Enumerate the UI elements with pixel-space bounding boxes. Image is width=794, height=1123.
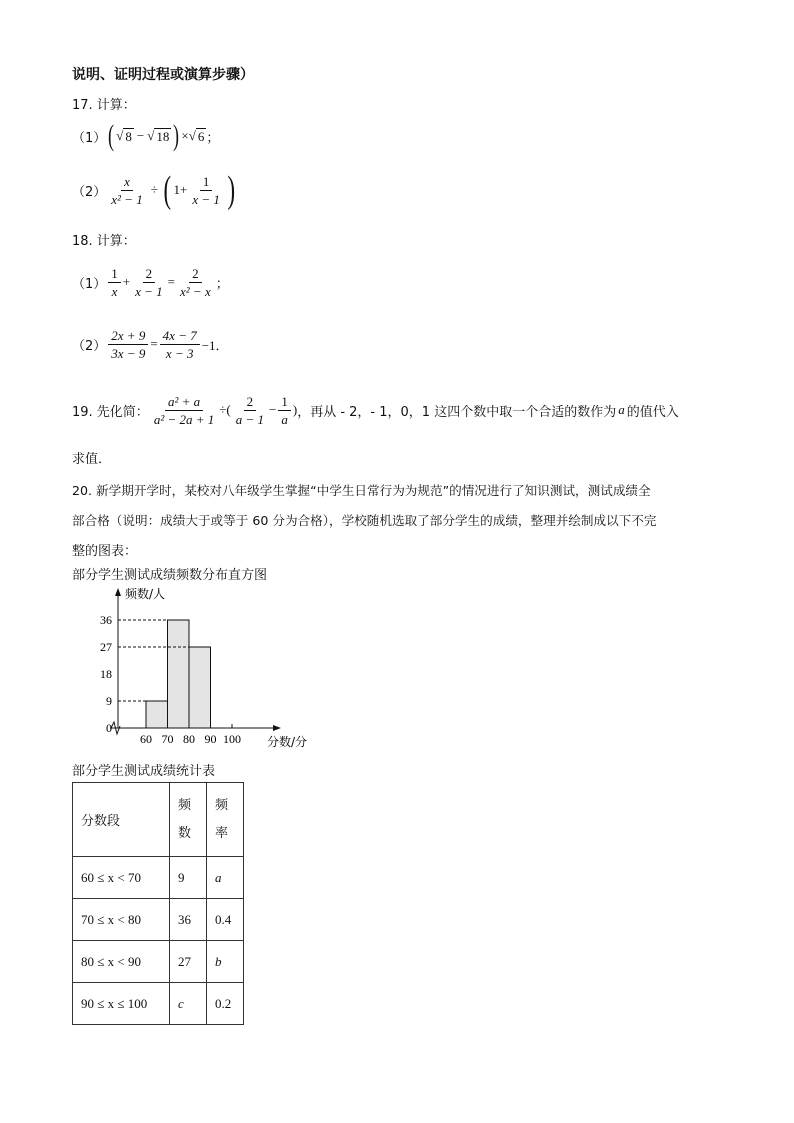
fraction: $\frac{2}{a - 1}$	[235, 393, 265, 427]
table-row: 80 ≤ x < 90 27 b	[73, 941, 244, 983]
q19-line1: 19. 先化简： $\frac{\text{a² + a}}{\text{a² − 2a + 1}}$ ÷( $\frac{2}{a - 1}$ − $\frac{1}{a}$ ) ，再从 - 2，- 1，0，1 这四个数中取一个合适的数作为 a 的值代入	[72, 393, 679, 427]
sqrt-18: √ 18	[147, 128, 170, 144]
histogram-bar	[189, 647, 211, 728]
q18-label: 18. 计算：	[72, 234, 136, 249]
header-count: 频 数	[170, 783, 207, 857]
histogram-bar	[168, 620, 190, 728]
x-tick-label: 90	[204, 732, 217, 746]
table-header-row	[73, 783, 244, 857]
y-tick-label: 18	[100, 667, 112, 681]
table-row: 60 ≤ x < 70 9 a	[73, 857, 244, 899]
y-tick-label: 27	[100, 640, 112, 654]
table-row: 90 ≤ x ≤ 100 c 0.2	[73, 983, 244, 1025]
y-tick-label: 9	[106, 694, 112, 708]
q20-line2: 部合格（说明：成绩大于或等于 60 分为合格），学校随机选取了部分学生的成绩，整理并绘制成以下不完	[72, 513, 657, 528]
q18-part2: （2） $\frac{2x + 9}{3x - 9}$ = $\frac{4x - 7}{x - 3}$ −1．	[72, 327, 229, 361]
x-axis-arrow	[273, 725, 281, 731]
fraction: $\frac{1}{a}$	[278, 394, 291, 427]
y-axis-arrow	[115, 588, 121, 596]
x-tick-label: 60	[140, 732, 152, 746]
y-tick-label: 36	[100, 613, 112, 627]
histogram-title: 部分学生测试成绩频数分布直方图	[72, 568, 268, 583]
fraction: $\frac{2x + 9}{3x - 9}$	[108, 328, 148, 361]
fraction: $\frac{1}{x}$	[108, 266, 121, 299]
y-tick-label: 0	[106, 721, 112, 735]
q17-part1: （1） ( √ 8 − √ 18 ) × √ 6 ；	[72, 119, 220, 152]
q17-p2-label: （2）	[72, 184, 107, 200]
q17-label: 17. 计算：	[72, 98, 136, 113]
sqrt-8: √ 8	[116, 128, 132, 144]
histogram-bar	[146, 701, 168, 728]
header-rate: 频 率	[207, 783, 244, 857]
fraction: $\frac{2}{x - 1}$	[135, 265, 163, 299]
stat-table	[72, 782, 244, 1025]
fraction: $\frac{4x - 7}{x - 3}$	[160, 328, 200, 361]
q17-p1-label: （1）	[72, 130, 107, 146]
x-tick-label: 70	[161, 732, 174, 746]
q20-line1: 20. 新学期开学时，某校对八年级学生掌握“中学生日常行为为规范”的情况进行了知识测试，测试成绩全	[72, 483, 651, 498]
histogram	[85, 582, 325, 752]
x-tick-label: 80	[183, 732, 195, 746]
x-tick-label: 100	[223, 732, 241, 746]
q18-part1: （1） $\frac{1}{x}$ + $\frac{2}{x - 1}$ = $\frac{2}{\text{x² − x}}$ ；	[72, 265, 229, 299]
x-axis-label: 分数/分	[267, 735, 308, 749]
fraction: $\frac{x}{\text{x² − 1}}$	[111, 173, 143, 207]
table-title: 部分学生测试成绩统计表	[72, 764, 216, 779]
section-heading: 说明、证明过程或演算步骤）	[72, 67, 254, 83]
y-axis-label: 频数/人	[125, 587, 166, 601]
q19-line2: 求值．	[72, 452, 112, 467]
fraction: $\frac{\text{a² + a}}{\text{a² − 2a + 1}}$	[153, 393, 215, 427]
fraction: $\frac{1}{x - 1}$	[192, 173, 220, 207]
fraction: $\frac{2}{\text{x² − x}}$	[180, 265, 211, 299]
q17-part2: （2） $\frac{x}{\text{x² − 1}}$ ÷ ( 1+ $\frac{1}{x - 1}$ )	[72, 169, 236, 211]
sqrt-6: √ 6	[188, 128, 205, 144]
q20-line3: 整的图表：	[72, 544, 138, 559]
table-row: 70 ≤ x < 80 36 0.4	[73, 899, 244, 941]
header-range: 分数段	[73, 783, 170, 857]
